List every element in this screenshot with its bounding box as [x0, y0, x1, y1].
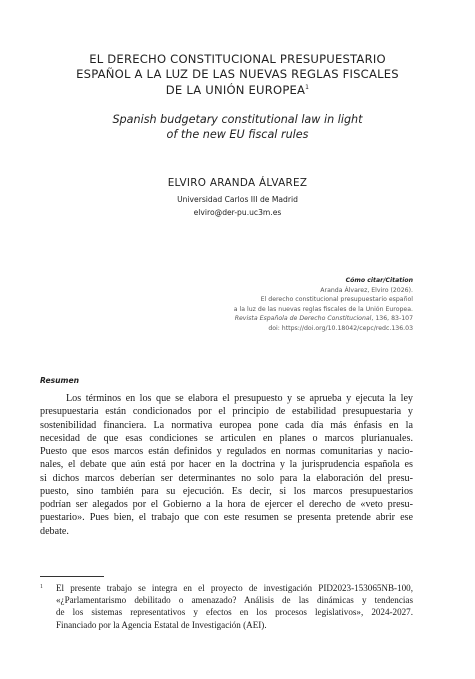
abstract-line: sostenibilidad financiera. La normativa europea pone cada día más énfasis en la	[40, 419, 413, 431]
author-email[interactable]: elviro@der-pu.uc3m.es	[193, 208, 282, 217]
title-line: Spanish budgetary constitutional law in light	[112, 113, 363, 126]
abstract-line: necesidad de que esas condiciones se articulen en planes o marcos plurianuales.	[40, 432, 413, 444]
author-affiliation: Universidad Carlos III de Madrid	[177, 195, 298, 204]
abstract-line: presupuestaria están condicionados por el principio de estabilidad presupuestaria y	[40, 406, 413, 418]
citation-journal-line	[153, 314, 413, 324]
article-title-english	[40, 112, 435, 142]
footnote-line: «¿Parlamentarismo debilitado o amenazado? Análisis de las dinámicas y tendencias	[56, 595, 413, 606]
footnote-mark: 1	[40, 584, 43, 590]
citation-line: El derecho constitucional presupuestario español	[260, 296, 413, 304]
abstract-line: puesto, sino también para su ejecución. Es decir, si los marcos presupuestarios	[40, 485, 413, 497]
abstract-line: Puesto que esos marcos están definidos y regulados en normas comunitarias y nacio-	[40, 446, 413, 457]
article-title-spanish	[40, 52, 435, 98]
author-name: ELVIRO ARANDA ÁLVAREZ	[167, 177, 308, 189]
abstract-heading: Resumen	[40, 376, 80, 385]
footnote-separator	[40, 576, 104, 577]
abstract-line: debate.	[40, 525, 69, 537]
footnote-line: Financiado por la Agencia Estatal de Investigación (AEI).	[56, 619, 267, 630]
title-line: ESPAÑOL A LA LUZ DE LAS NUEVAS REGLAS FISCALES	[76, 66, 399, 81]
abstract-line: puestario». Pues bien, el trabajo que con este resumen se presenta pretende abrir ese	[40, 512, 413, 524]
abstract-line: Los términos en los que se elabora el presupuesto y se aprueba y ejecuta la ley	[66, 393, 413, 404]
abstract-line: podrían ser alegados por el Gobierno a la hora de ejercer el derecho de «veto presu-	[40, 499, 413, 510]
abstract-text	[40, 392, 413, 538]
citation-line: a la luz de las nuevas reglas fiscales de la Unión Europea.	[233, 305, 413, 313]
volume-pages: , 136, 83-107	[371, 315, 413, 323]
footnote-line: de los sistemas representativos y efectos en los procesos legislativos», 2024-2027.	[56, 607, 413, 618]
footnote-line: El presente trabajo se integra en el proyecto de investigación PID2023-153065NB-100,	[56, 583, 413, 593]
title-line: EL DERECHO CONSTITUCIONAL PRESUPUESTARIO	[89, 52, 386, 66]
citation-block	[153, 276, 413, 334]
title-line: of the new EU fiscal rules	[166, 128, 309, 141]
citation-doi[interactable]: doi: https://doi.org/10.18042/cepc/redc.136.03	[268, 324, 413, 332]
abstract-line: nales, el debate que aún está por hacer en la doctrina y la jurisprudencia española es	[40, 459, 413, 471]
citation-heading: Cómo citar/Citation	[345, 277, 413, 284]
citation-line: Aranda Álvarez, Elviro (2026).	[320, 286, 413, 294]
footnote-reference[interactable]: 1	[305, 84, 310, 91]
journal-name: Revista Española de Derecho Constitucional	[234, 315, 372, 323]
abstract-line: si dichos marcos deberían ser determinantes no solo para la elaboración del presu-	[40, 472, 413, 484]
title-line: DE LA UNIÓN EUROPEA$^1$	[165, 83, 310, 97]
footnote-text	[56, 582, 413, 631]
